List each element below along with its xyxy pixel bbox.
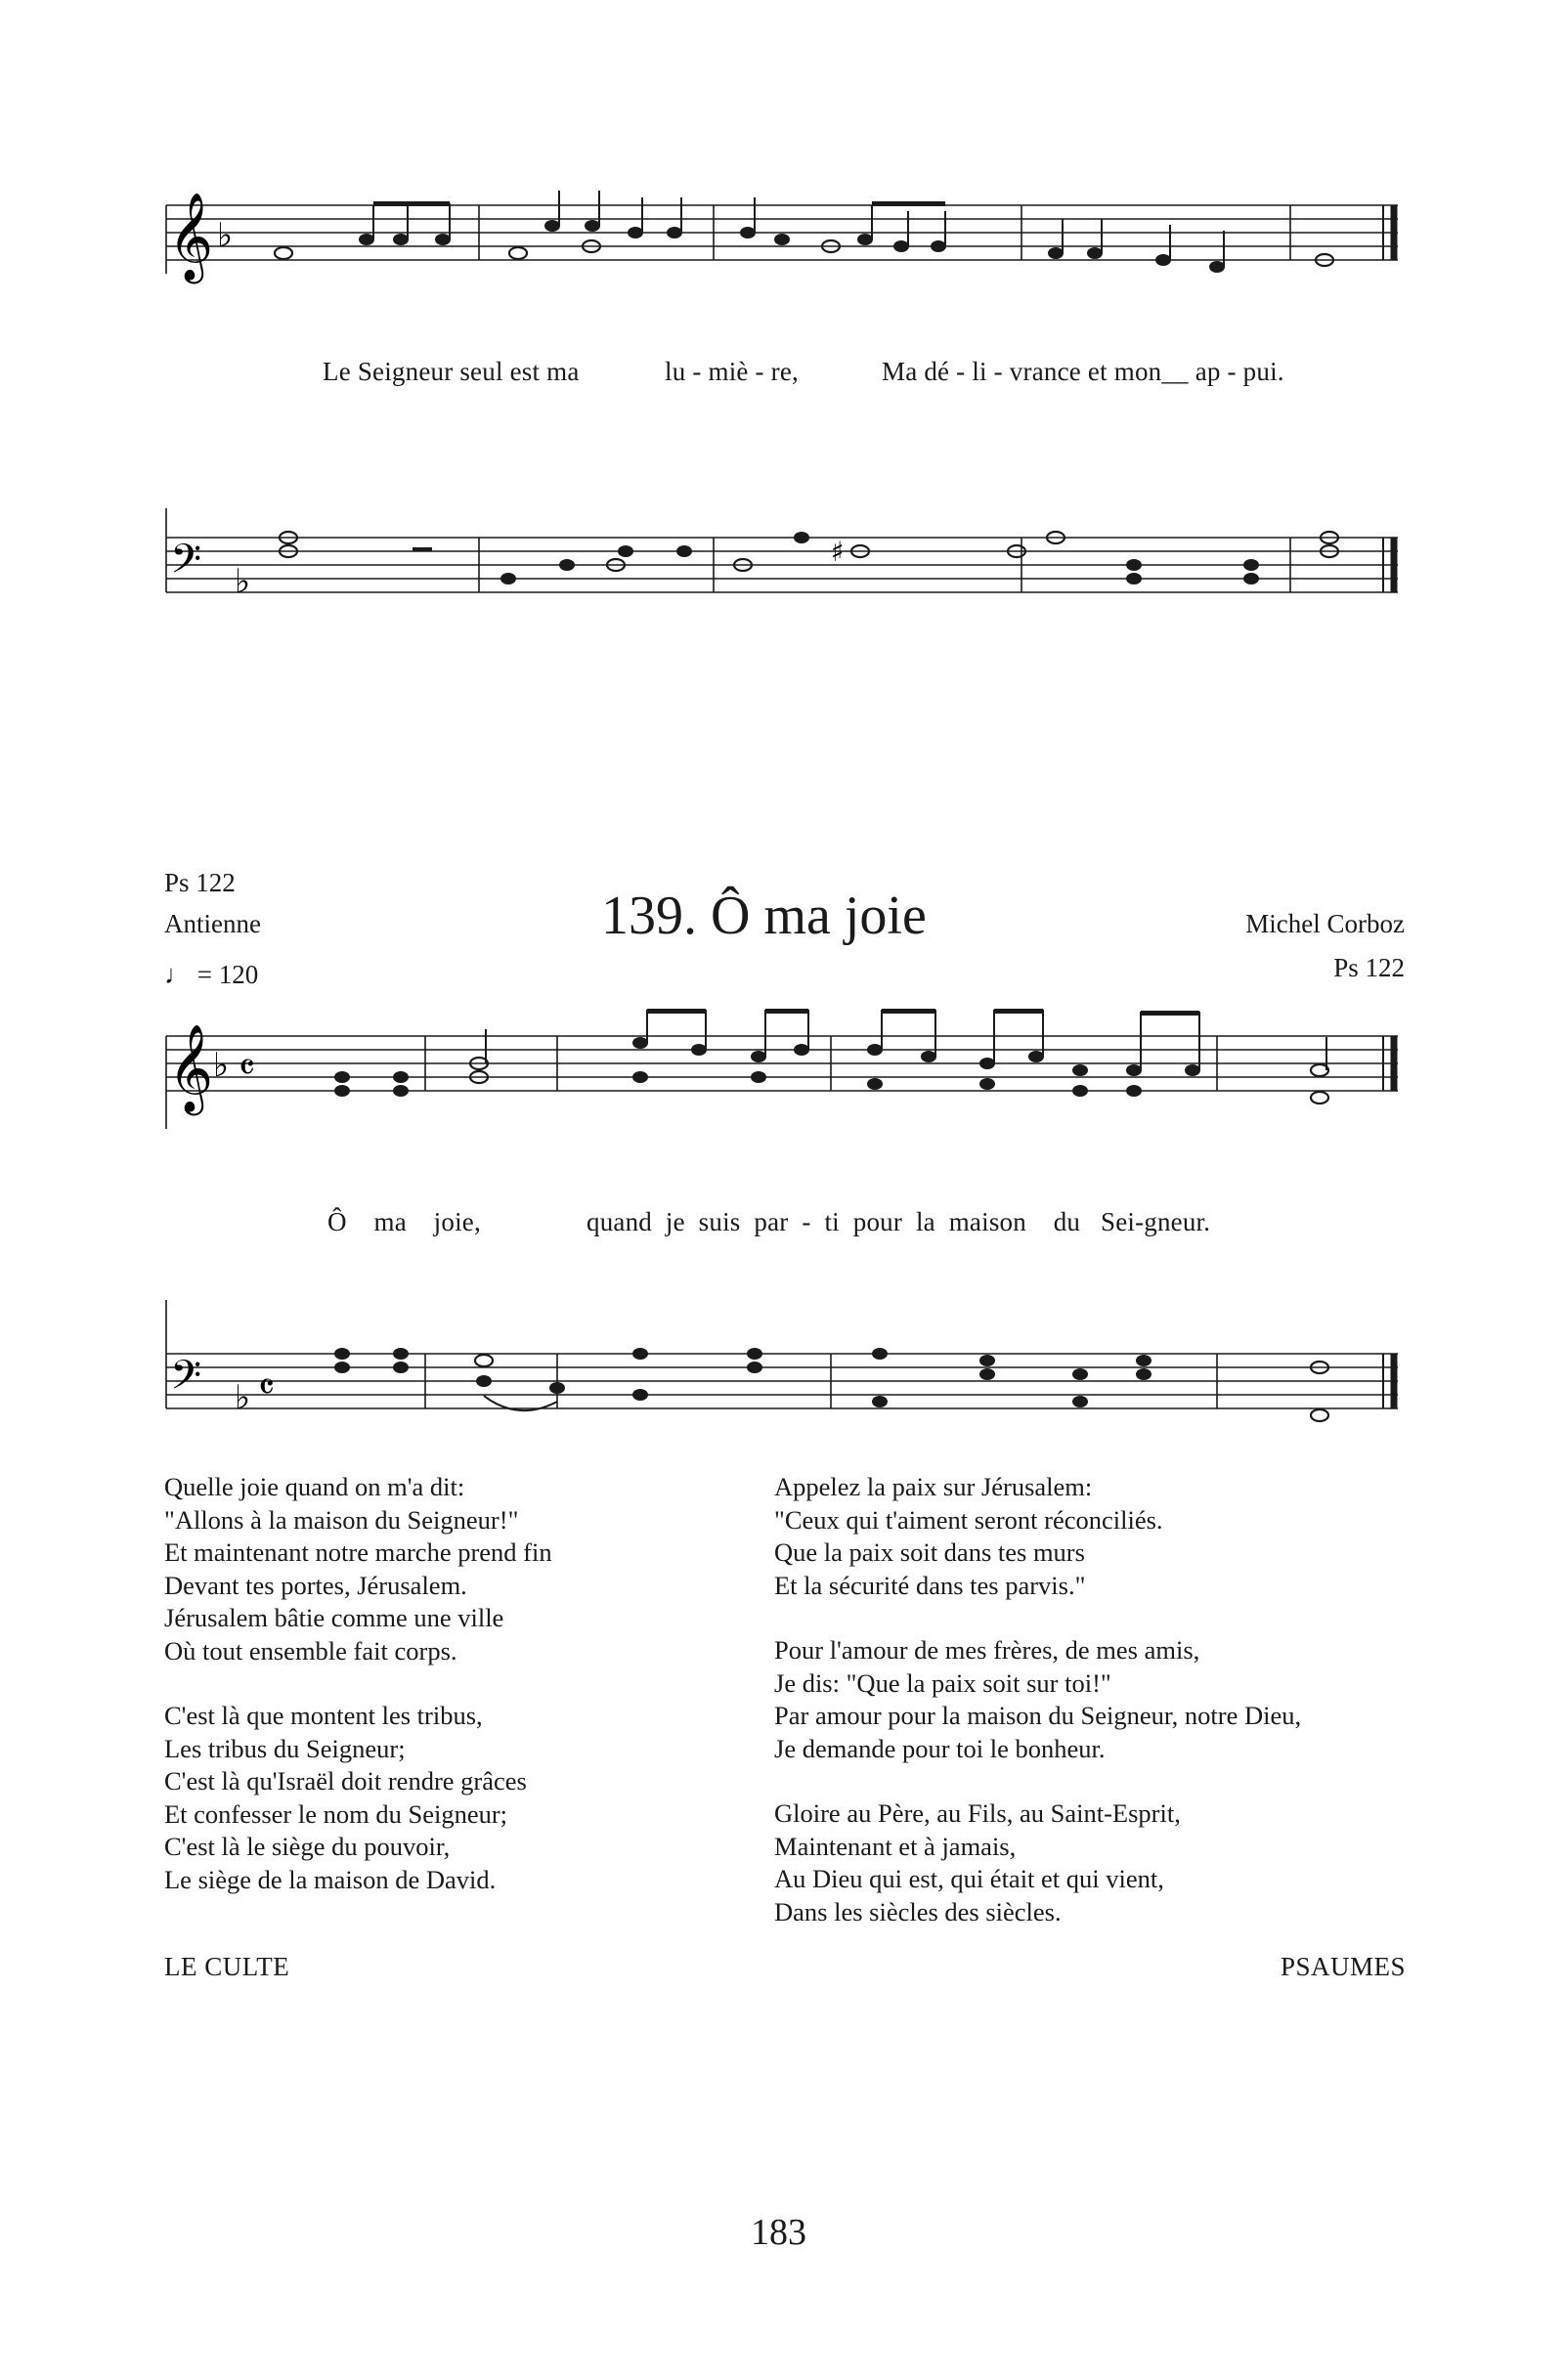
footer-right: PSAUMES	[1280, 1952, 1406, 1981]
svg-text:𝄞: 𝄞	[168, 1024, 214, 1112]
verse-1: Quelle joie quand on m'a dit: "Allons à la maison du Seigneur!" Et maintenant notre marche prend fin Devant tes portes, Jérusalem. Jérusalem bâtie comme une ville Où tout ensemble fait corps.	[164, 1472, 552, 1666]
verse-2: C'est là que montent les tribus, Les tribus du Seigneur; C'est là qu'Israël doit rendre grâces Et confesser le nom du Seigneur; C'est là le siège du pouvoir, Le siège de la maison de David.	[164, 1701, 527, 1894]
psalm-reference-right: Ps 122	[1333, 953, 1405, 982]
hymn-lyrics-1: Ô ma joie,	[327, 1207, 481, 1236]
previous-hymn-treble-staff	[156, 186, 1427, 332]
tempo-value: = 120	[196, 960, 259, 989]
svg-text:♭: ♭	[217, 216, 234, 255]
verses-right-column	[774, 1471, 1301, 1961]
composer: Michel Corboz	[1245, 909, 1405, 938]
verse-4: Pour l'amour de mes frères, de mes amis, Je dis: "Que la paix soit sur toi!" Par amour pour la maison du Seigneur, notre Dieu, Je demande pour toi le bonheur.	[774, 1635, 1302, 1763]
verse-3: Appelez la paix sur Jérusalem: "Ceux qui t'aiment seront réconciliés. Que la paix soit dans tes murs Et la sécurité dans tes parvis."	[774, 1472, 1163, 1600]
page-number: 183	[751, 2212, 806, 2253]
hymn-title: 139. Ô ma joie	[601, 886, 927, 946]
svg-text:𝄞: 𝄞	[168, 193, 214, 281]
hymn-treble-staff	[156, 1012, 1427, 1148]
footer-left: LE CULTE	[164, 1952, 290, 1981]
verses-left-column	[164, 1471, 552, 1928]
svg-text:♭: ♭	[235, 562, 251, 601]
previous-hymn-lyrics-1: Le Seigneur seul est ma	[323, 357, 580, 386]
svg-text:𝄴: 𝄴	[239, 1046, 255, 1089]
previous-hymn-bass-staff	[156, 508, 1427, 635]
hymn-lyrics-2: quand je suis par - ti pour la maison du Sei-gneur.	[586, 1207, 1211, 1236]
svg-text:♯: ♯	[831, 536, 845, 568]
psalm-reference-left: Ps 122	[164, 868, 236, 897]
verse-5: Gloire au Père, au Fils, au Saint-Esprit, Maintenant et à jamais, Au Dieu qui est, qui était et qui vient, Dans les siècles des siècles.	[774, 1798, 1181, 1926]
hymn-bass-staff	[156, 1300, 1427, 1456]
section-label: Antienne	[164, 909, 261, 938]
previous-hymn-lyrics-3: Ma dé - li - vrance et mon__ ap - pui.	[882, 357, 1284, 386]
quarter-note-icon: ♩	[164, 960, 191, 989]
previous-hymn-lyrics-2: lu - miè - re,	[665, 357, 799, 386]
svg-text:𝄢: 𝄢	[170, 536, 202, 592]
tempo-marking	[164, 960, 258, 990]
svg-text:♭: ♭	[213, 1046, 230, 1085]
svg-text:𝄢: 𝄢	[170, 1352, 202, 1408]
svg-text:𝄴: 𝄴	[258, 1365, 275, 1408]
svg-text:♭: ♭	[235, 1378, 251, 1417]
